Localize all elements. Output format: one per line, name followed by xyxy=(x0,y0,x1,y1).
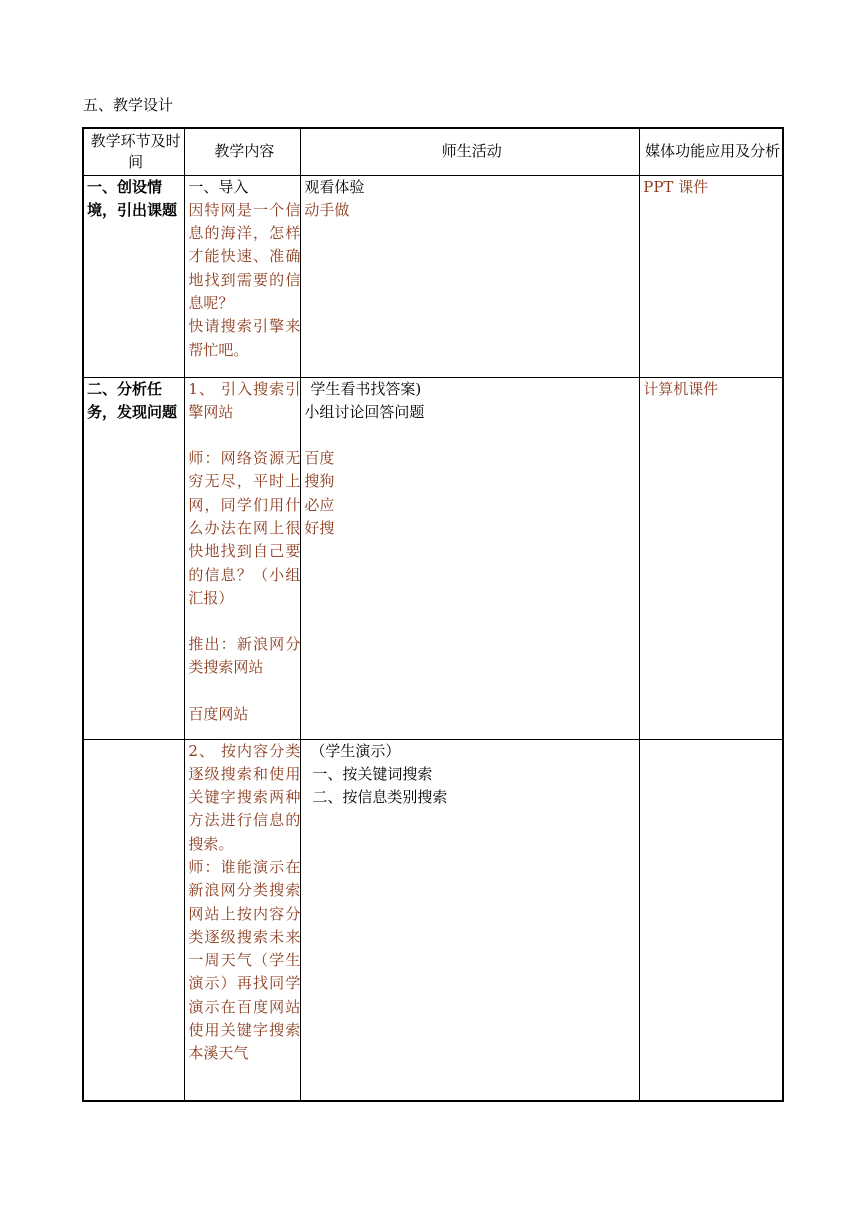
row2-stage: 二、分析任务，发现问题 xyxy=(83,377,185,739)
row3-content xyxy=(185,739,301,1101)
row3-activity-line: （学生演示） xyxy=(310,741,401,760)
row3-content-line: 师：谁能演示在新浪网分类搜索网站上按内容分类逐级搜索未来一周天气（学生演示）再找同学演示在百度网站使用关键字搜索本溪天气 xyxy=(188,857,301,1063)
row2-content-line: 推出：新浪网分类搜索网站 xyxy=(188,635,301,677)
row3-media xyxy=(640,739,783,1101)
row2-activity-line: 搜狗 xyxy=(304,472,335,491)
row3-activity xyxy=(301,739,640,1101)
table-row xyxy=(83,377,783,739)
row1-activity xyxy=(301,175,640,377)
row1-activity-line: 观看体验 xyxy=(304,177,365,196)
row2-content-line: 百度网站 xyxy=(188,704,249,723)
table-header-row xyxy=(83,128,783,175)
spacer xyxy=(188,424,300,447)
table-row xyxy=(83,739,783,1101)
row3-activity-line: 二、按信息类别搜索 xyxy=(312,788,448,807)
row2-media: 计算机课件 xyxy=(640,377,783,739)
row2-content xyxy=(185,377,301,739)
row2-content-title: 1、 引入搜索引擎网站 xyxy=(188,379,301,421)
header-media: 媒体功能应用及分析 xyxy=(640,128,783,175)
row3-activity-line: 一、按关键词搜索 xyxy=(312,764,433,783)
row1-stage: 一、创设情境，引出课题 xyxy=(83,175,185,377)
spacer xyxy=(188,610,300,633)
row3-stage xyxy=(83,739,185,1101)
row1-content xyxy=(185,175,301,377)
section-heading: 五、教学设计 xyxy=(83,96,174,114)
header-content: 教学内容 xyxy=(185,128,301,175)
teaching-design-table xyxy=(82,127,784,1102)
row2-activity-line: 好搜 xyxy=(304,518,335,537)
spacer xyxy=(188,680,300,703)
row2-activity xyxy=(301,377,640,739)
row2-activity-line: 百度 xyxy=(304,449,335,468)
row1-media: PPT 课件 xyxy=(640,175,783,377)
row2-content-line: 师：网络资源无穷无尽，平时上网，同学们用什么办法在网上很快地找到自己要的信息？（小组汇报） xyxy=(188,449,301,607)
row1-activity-line: 动手做 xyxy=(304,200,350,219)
table-row xyxy=(83,175,783,377)
row2-activity-line: 学生看书找答案) xyxy=(310,379,422,398)
spacer xyxy=(304,424,639,447)
row1-content-line: 因特网是一个信息的海洋，怎样才能快速、准确地找到需要的信息呢？ xyxy=(188,200,301,312)
row2-activity-line: 必应 xyxy=(304,495,335,514)
row3-content-title: 2、 按内容分类逐级搜索和使用关键字搜索两种方法进行信息的搜索。 xyxy=(188,741,301,853)
row2-activity-line: 小组讨论回答问题 xyxy=(304,402,425,421)
header-stage: 教学环节及时间 xyxy=(83,128,185,175)
row1-content-title: 一、导入 xyxy=(188,177,249,196)
header-activity: 师生活动 xyxy=(301,128,640,175)
row1-content-line: 快请搜索引擎来帮忙吧。 xyxy=(188,317,301,359)
